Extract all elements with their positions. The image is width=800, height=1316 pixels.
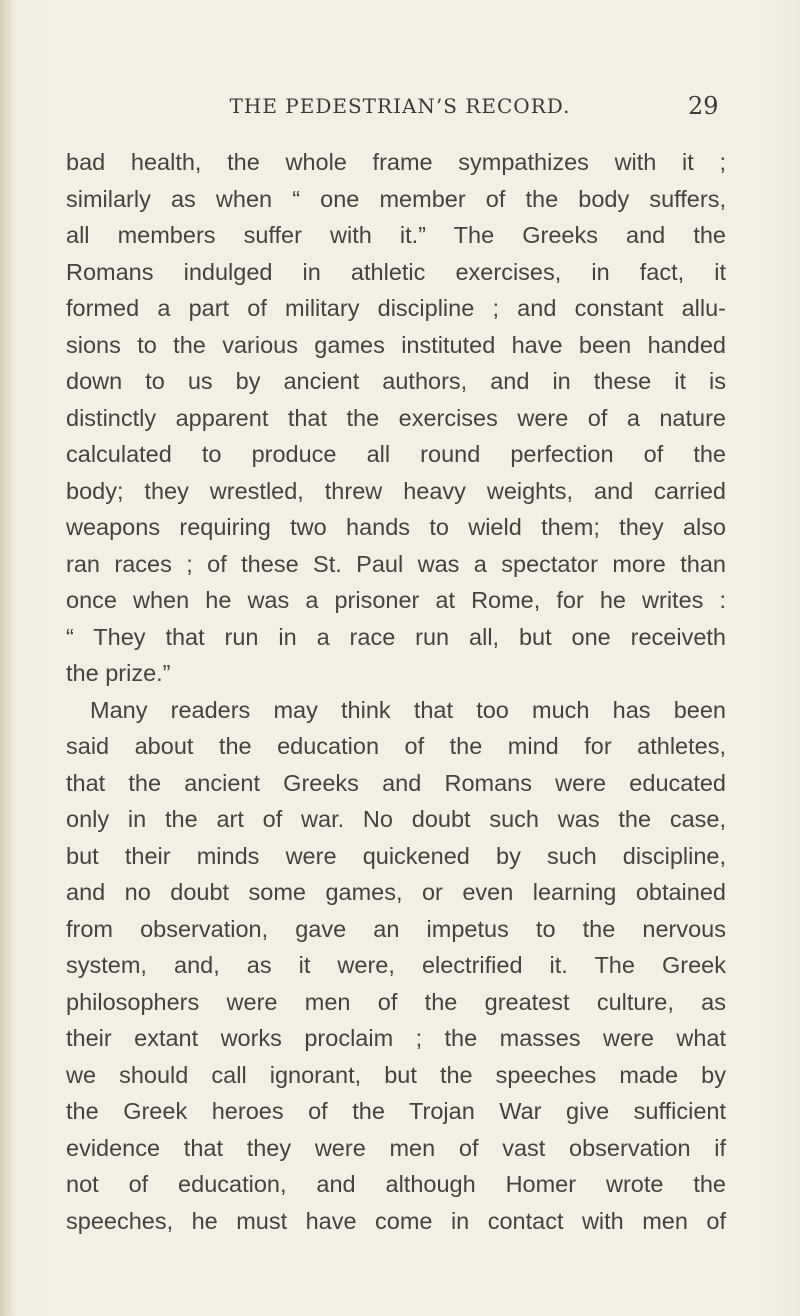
- text-line: said about the education of the mind for athletes,: [66, 733, 726, 759]
- text-line: the Greek heroes of the Trojan War give sufficient: [66, 1098, 726, 1124]
- text-line: the prize.”: [66, 660, 171, 686]
- text-line: sions to the various games instituted have been handed: [66, 331, 726, 358]
- text-line: calculated to produce all round perfection of the: [66, 441, 726, 467]
- text-line: formed a part of military discipline ; and constant allu-: [66, 295, 726, 321]
- text-line: but their minds were quickened by such discipline,: [66, 842, 726, 869]
- text-line: from observation, gave an impetus to the nervous: [66, 915, 726, 942]
- text-line: “ They that run in a race run all, but one receiveth: [66, 623, 726, 650]
- text-line: that the ancient Greeks and Romans were educated: [66, 769, 726, 796]
- page-header: [0, 92, 800, 122]
- page-edge-shadow: [0, 0, 14, 1316]
- text-line: ran races ; of these St. Paul was a spectator more than: [66, 550, 726, 577]
- text-line: all members suffer with it.” The Greeks and the: [66, 222, 726, 248]
- text-line: down to us by ancient authors, and in these it is: [66, 368, 726, 394]
- text-line: distinctly apparent that the exercises were of a nature: [66, 404, 726, 431]
- text-line: weapons requiring two hands to wield them; they also: [66, 514, 726, 540]
- text-line: evidence that they were men of vast observation if: [66, 1134, 726, 1161]
- page-number: 29: [688, 92, 719, 120]
- text-line: not of education, and although Homer wrote the: [66, 1171, 726, 1197]
- body-text: [66, 144, 726, 1239]
- text-line: speeches, he must have come in contact with men of: [66, 1207, 726, 1234]
- text-line: similarly as when “ one member of the body suffers,: [66, 185, 726, 212]
- text-line: philosophers were men of the greatest culture, as: [66, 988, 726, 1015]
- text-line: and no doubt some games, or even learning obtained: [66, 879, 726, 905]
- text-line: Romans indulged in athletic exercises, in fact, it: [66, 258, 726, 285]
- text-line: their extant works proclaim ; the masses were what: [66, 1025, 726, 1051]
- text-line: once when he was a prisoner at Rome, for he writes :: [66, 587, 726, 613]
- text-line: we should call ignorant, but the speeches made by: [66, 1061, 726, 1088]
- text-line: body; they wrestled, threw heavy weights, and carried: [66, 477, 726, 504]
- text-line: only in the art of war. No doubt such was the case,: [66, 806, 726, 832]
- text-line: system, and, as it were, electrified it. The Greek: [66, 952, 726, 978]
- text-line: Many readers may think that too much has been: [90, 696, 726, 723]
- running-head: THE PEDESTRIAN’S RECORD.: [229, 94, 571, 118]
- text-line: bad health, the whole frame sympathizes with it ;: [66, 149, 726, 175]
